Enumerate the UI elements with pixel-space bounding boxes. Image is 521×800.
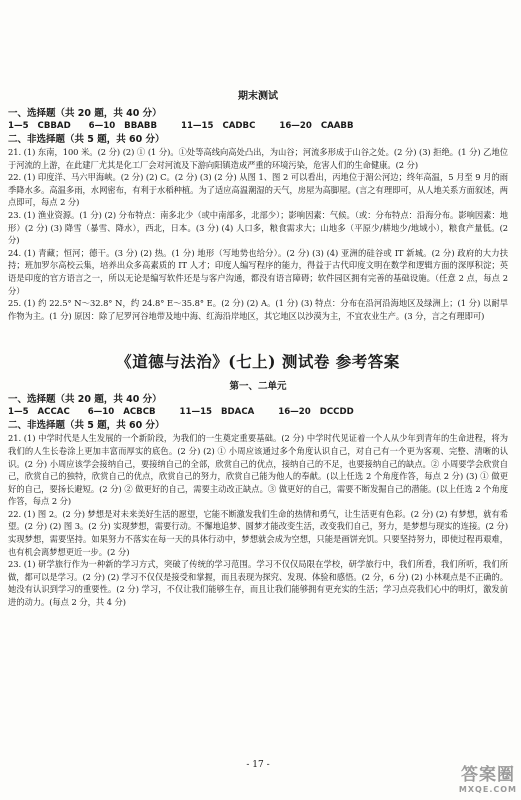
answer-22: 22. (1) 印度洋、马六甲海峡。(2 分) (2) C。(2 分) (3) (2 分) 从图 1、图 2 可以看出，丙地位于湄公河边；终年高温，5 月至 9 月的雨季降水多。高温多雨，水网密布，有利于水稻种植。为了适应高温潮湿的天气，房屋为高脚屋。(言之有理即可，从人地关系方面叙述，两点即可，每点 2 分) [8, 172, 508, 208]
document-page [8, 0, 508, 800]
section-nonchoice-heading: 二、非选择题（共 5 题，共 60 分） [8, 134, 165, 145]
exam-title: 期末测试 [238, 91, 278, 102]
answer-21: 21. (1) 东南，100 米。(2 分) (2) ① (1 分)。①处等高线向高处凸出，为山谷；河流多形成于山谷之处。(2 分) (3) 拒绝。(1 分) 乙地位于河流的上游，在此建厂尤其是化工厂会对河流及下游向阳镇造成严重的环境污染，危害人们的生命健康。(2 分) [8, 147, 508, 170]
watermark-url: MXQE.COM [458, 785, 517, 794]
answer-23-b: 23. (1) 研学旅行作为一种新的学习方式，突破了传统的学习范围。学习不仅仅局限在学校，研学旅行中，我们所看，我们所听，我们所做，都可以是学习。(2 分) (2) 学习不仅仅是接受和掌握，而且表现为探究、发现、体验和感悟。(2 分，6 分) (2) 小林观点是不正确的。她没有认识到学习的重要性。(2 分) 学习，不仅让我们能够生存，而且让我们能够拥有更充实的生活；学习点亮我们心中的明灯，激发前进的动力。(每点 2 分，共 4 分) [8, 559, 508, 608]
answer-23: 23. (1) 渔业资源。(1 分) (2) 分布特点：南多北少（或中南部多，北部少）；影响因素：气候。（或：分布特点：沿海分布。影响因素：地形）(2 分) (3) 降雪（暴雪、降水），西北，日本。(3 分) (4) 人口多，粮食需求大；山地多（平原少/耕地少/地域小），粮食产量低。(2 分) [8, 209, 508, 246]
section-choice-heading: 一、选择题（共 20 题，共 40 分） [8, 108, 162, 119]
section-nonchoice-heading-2: 二、非选择题（共 5 题，共 60 分） [8, 420, 165, 432]
section-choice-heading-2: 一、选择题（共 20 题，共 40 分） [8, 394, 162, 406]
page-number: - 17 - [246, 760, 270, 770]
answer-22-b: 22. (1) 图 2。(2 分) 梦想是对未来美好生活的愿望，它能不断激发我们生命的热情和勇气，让生活更有色彩。(2 分) (2) 有梦想，就有希望。(2 分) (2) 图 3。(2 分) 实现梦想，需要行动。不懈地追梦、圆梦才能改变生活，改变我们自己，努力，是梦想与现实的连接。(2 分) 实现梦想，需要坚持。如果努力不落实在每一天的具体行动中，梦想就会成为空想，只能是画饼充饥。只要坚持努力，即使过程再艰难，也有机会离梦想更近一步。(2 分) [8, 508, 508, 557]
subject-title: 《道德与法治》(七上) 测试卷 参考答案 [116, 352, 400, 372]
choice-answers: 1—5 CBBAD 6—10 BBABB 11—15 CADBC 16—20 CAABB [8, 121, 354, 131]
watermark-logo [459, 760, 517, 794]
answer-25: 25. (1) 约 22.5° N～32.8° N，约 24.8° E～35.8° E。(2 分) (2) A。(1 分) (3) 特点：分布在沿河沿海地区及绿洲上；(1 分) 以耐旱作物为主。(1 分) 原因：除了尼罗河谷地带及地中海、红海沿岸地区，其它地区以沙漠为主，不宜农业生产。(3 分，言之有理即可) [8, 298, 508, 321]
answer-21-b: 21. (1) 中学时代是人生发展的一个新阶段，为我们的一生奠定重要基础。(2 分) 中学时代见证着一个人从少年到青年的生命进程，将为我们的人生长卷涂上更加丰富而厚实的底色。(2 分) (2) ① 小周应该通过多个角度认识自己，对自己有一个更为客观、完整、清晰的认识。(2 分) 小周应该学会接纳自己，要接纳自己的全部，欣赏自己的优点，接纳自己的不足，也要接纳自己的缺点。② 小周要学会欣赏自己，欣赏自己的独特，欣赏自己的优点，欣赏自己的努力，欣赏自己能为他人的奉献。(以上任选 2 个角度作答，每点 2 分) (3) ① 做更好的自己，要扬长避短。(2 分) ② 做更好的自己，需要主动改正缺点。③ 做更好的自己，需要不断发掘自己的潜能。(以上任选 2 个角度作答，每点 2 分) [8, 433, 508, 507]
unit-title: 第一、二单元 [229, 381, 287, 393]
choice-answers-2: 1—5 ACCAC 6—10 ACBCB 11—15 BDACA 16—20 DCCDD [8, 407, 354, 418]
answer-24: 24. (1) 青藏；恒河；德干。(3 分) (2) 热。(1 分) 地形（写地势也给分）。(2 分) (3) (4) 亚洲的硅谷或 IT 新城。(2 分) 政府的大力扶持；班加罗尔高校云集，培养出众多高素质的 IT 人才；印度人编写程序的能力，得益于古代印度文明在数学和逻辑方面的深厚积淀；英语是印度的官方语言之一，所以无论是编写软件还是与客户沟通，都没有语言障碍；软件园区拥有完善的基础设施。（任意 2 点，每点 2 分） [8, 247, 508, 296]
watermark-text: 答案圈 [460, 765, 515, 785]
